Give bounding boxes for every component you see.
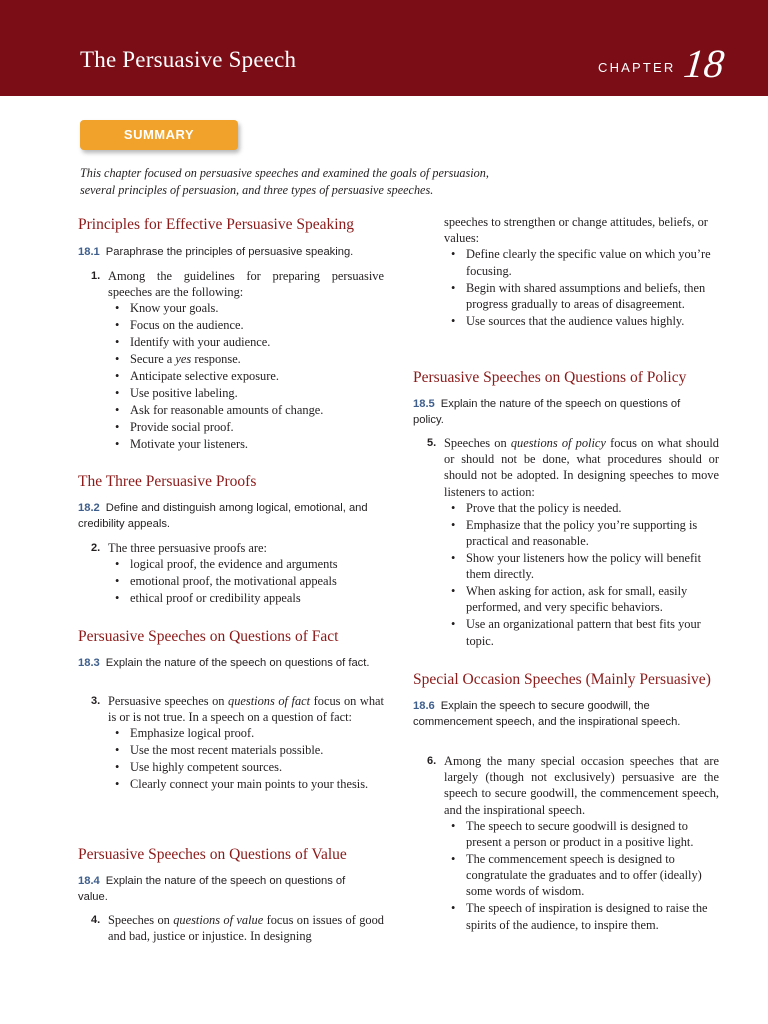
summary-item-6: [427, 753, 719, 934]
list-item: [130, 351, 384, 367]
summary-item-4: [91, 912, 384, 944]
list-item: • Identify with your audience.: [130, 334, 384, 350]
learning-objective-18-5: [413, 396, 713, 428]
learning-objective-18-3: [78, 655, 378, 671]
item-text: The three persuasive proofs are:: [108, 541, 267, 555]
list-item: • Use the most recent materials possible.: [130, 742, 384, 758]
section-heading-principles: Principles for Effective Persuasive Speaking: [78, 216, 355, 233]
item-text: Among the many special occasion speeches that are largely (though not exclusively) persuasive are the speech to secure goodwill, the commencement speech, and the inspirational speech.: [444, 754, 719, 817]
learning-objective-18-1: [78, 244, 384, 260]
list-item: • Focus on the audience.: [130, 317, 384, 333]
emphasis-term: questions of value: [173, 913, 264, 927]
list-item: • Ask for reasonable amounts of change.: [130, 402, 384, 418]
objective-text: Define and distinguish among logical, emotional, and credibility appeals.: [78, 502, 368, 530]
list-item: • Use positive labeling.: [130, 385, 384, 401]
objective-text: Explain the nature of the speech on questions of fact.: [105, 657, 370, 669]
objective-text: Paraphrase the principles of persuasive speaking.: [105, 246, 354, 258]
list-item-text: Secure a: [130, 352, 176, 367]
list-item: • Use sources that the audience values highly.: [466, 313, 719, 329]
list-item-tail: response.: [191, 352, 241, 367]
list-item: • logical proof, the evidence and arguments: [130, 556, 384, 572]
summary-item-1: [91, 268, 384, 453]
emphasis-yes: yes: [175, 352, 192, 367]
list-item: • ethical proof or credibility appeals: [130, 590, 384, 606]
list-item: • Know your goals.: [130, 300, 384, 316]
emphasis-term: questions of fact: [228, 694, 311, 708]
item-text-a: Speeches on: [108, 913, 174, 927]
bullet-list: [108, 725, 384, 792]
chapter-intro: This chapter focused on persuasive speeches and examined the goals of persuasion, several principles of persuasion, and three types of persuasive speeches.: [80, 166, 489, 197]
objective-number: 18.3: [78, 657, 100, 669]
learning-objective-18-4: [78, 873, 378, 905]
item-number: 2.: [91, 542, 101, 554]
summary-item-2: [91, 540, 384, 607]
list-item: • Begin with shared assumptions and beliefs, then progress gradually to areas of disagreement.: [466, 280, 719, 312]
list-item: • The speech to secure goodwill is designed to present a person or product in a positive light.: [466, 818, 719, 850]
item-number: 1.: [91, 270, 101, 282]
bullet-list: [444, 246, 719, 329]
bullet-list: [444, 818, 719, 933]
item-number: 6.: [427, 755, 437, 767]
item-text-b: focus on what is or is not true. In a speech on a question of fact:: [108, 694, 384, 725]
list-item: • Provide social proof.: [130, 419, 384, 435]
summary-item-4-continued: [444, 214, 719, 330]
chapter-label: CHAPTER: [598, 60, 676, 75]
objective-text: Explain the speech to secure goodwill, the commencement speech, and the inspirational speech.: [413, 700, 681, 728]
bullet-list: [108, 556, 384, 606]
learning-objective-18-2: [78, 500, 378, 532]
list-item: • When asking for action, ask for small, easily performed, and very specific behaviors.: [466, 583, 719, 615]
list-item: • emotional proof, the motivational appeals: [130, 573, 384, 589]
list-item: • The commencement speech is designed to congratulate the graduates and to offer (ideally) some words of wisdom.: [466, 851, 719, 900]
page-title: The Persuasive Speech: [80, 47, 297, 72]
list-item: • Motivate your listeners.: [130, 436, 384, 452]
item-text-a: Speeches on: [444, 436, 511, 450]
item-text: [444, 435, 719, 500]
objective-number: 18.4: [78, 875, 100, 887]
emphasis-term: questions of policy: [510, 436, 606, 450]
objective-text: Explain the nature of the speech on questions of value.: [78, 875, 346, 903]
learning-objective-18-6: [413, 698, 713, 730]
bullet-list: [444, 500, 719, 649]
section-heading-fact: Persuasive Speeches on Questions of Fact: [78, 628, 339, 645]
bullet-list: [108, 300, 384, 452]
item-text: [108, 912, 384, 944]
item-text: speeches to strengthen or change attitudes, beliefs, or values:: [444, 215, 708, 246]
objective-number: 18.6: [413, 700, 435, 712]
item-number: 3.: [91, 695, 101, 707]
summary-item-5: [427, 435, 719, 650]
objective-number: 18.1: [78, 246, 100, 258]
objective-text: Explain the nature of the speech on questions of policy.: [413, 398, 681, 426]
objective-number: 18.5: [413, 398, 435, 410]
section-heading-special-occasion: Special Occasion Speeches (Mainly Persuasive): [413, 671, 711, 688]
item-number: 5.: [427, 437, 437, 449]
summary-tab: SUMMARY: [80, 120, 238, 150]
item-text: [108, 693, 384, 725]
list-item: • Show your listeners how the policy will benefit them directly.: [466, 550, 719, 582]
item-text-a: Persuasive speeches on: [108, 694, 228, 708]
summary-item-3: [91, 693, 384, 793]
section-heading-value: Persuasive Speeches on Questions of Value: [78, 846, 347, 863]
item-number: 4.: [91, 914, 101, 926]
list-item: • Prove that the policy is needed.: [466, 500, 719, 516]
list-item: • The speech of inspiration is designed to raise the spirits of the audience, to inspire them.: [466, 900, 719, 932]
chapter-header-bar: [0, 0, 768, 96]
item-text: Among the guidelines for preparing persuasive speeches are the following:: [108, 269, 384, 300]
list-item: • Emphasize logical proof.: [130, 725, 384, 741]
section-heading-policy: Persuasive Speeches on Questions of Policy: [413, 369, 687, 386]
list-item: • Emphasize that the policy you’re supporting is practical and reasonable.: [466, 517, 719, 549]
list-item: • Define clearly the specific value on which you’re focusing.: [466, 246, 719, 278]
section-heading-proofs: The Three Persuasive Proofs: [78, 473, 257, 490]
item-text-b: focus on what should or should not be done, what procedures should or should not be adopted. In designing speeches to move listeners to action:: [444, 436, 719, 499]
objective-number: 18.2: [78, 502, 100, 514]
list-item: • Use highly competent sources.: [130, 759, 384, 775]
list-item: • Use an organizational pattern that best fits your topic.: [466, 616, 719, 648]
chapter-number: 18: [681, 41, 727, 86]
list-item: • Clearly connect your main points to your thesis.: [130, 776, 384, 792]
item-text-b: focus on issues of good and bad, justice or injustice. In designing: [108, 913, 384, 944]
list-item: • Anticipate selective exposure.: [130, 368, 384, 384]
